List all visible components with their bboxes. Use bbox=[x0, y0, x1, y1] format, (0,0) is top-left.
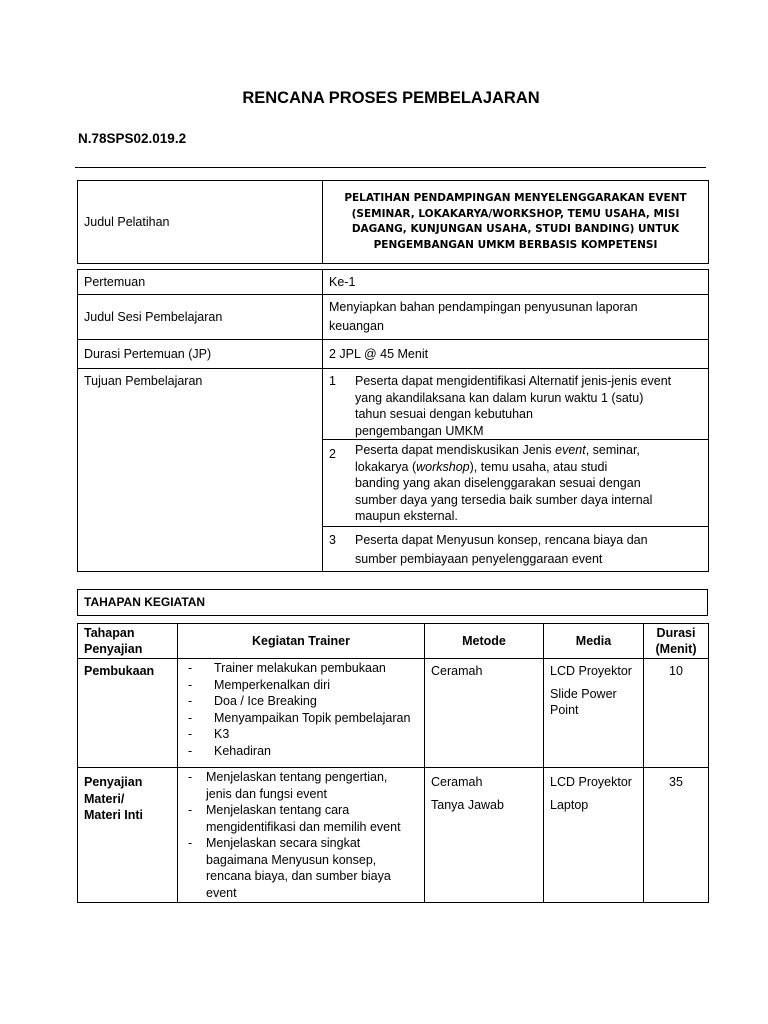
trainer-activities-cell bbox=[178, 659, 425, 768]
table-row bbox=[78, 659, 709, 768]
col-media-header: Media bbox=[544, 624, 644, 659]
objective-text bbox=[355, 373, 695, 439]
session-title-row bbox=[78, 295, 709, 340]
objective-line: sumber daya yang tersedia baik sumber daya internal bbox=[355, 492, 653, 507]
media-cell bbox=[544, 768, 644, 903]
list-item: - Menjelaskan tentang cara mengidentifikasi dan memilih event bbox=[184, 802, 418, 835]
meeting-label: Pertemuan bbox=[78, 270, 323, 295]
objective-item bbox=[323, 440, 709, 527]
objective-line: yang akandilaksana kan dalam kurun waktu 1 (satu) bbox=[355, 390, 644, 405]
media-item: Slide Power Point bbox=[550, 686, 617, 717]
stage-cell bbox=[78, 659, 178, 768]
objective-line: banding yang akan diselenggarakan sesuai dengan bbox=[355, 476, 641, 490]
list-item: - Kehadiran bbox=[184, 743, 418, 760]
objective-text bbox=[355, 442, 695, 525]
objectives-label: Tujuan Pembelajaran bbox=[78, 369, 323, 572]
session-table bbox=[77, 269, 709, 572]
stages-heading-table bbox=[77, 589, 708, 616]
objective-line bbox=[355, 459, 695, 476]
method-item: Ceramah bbox=[431, 664, 483, 678]
duration-row bbox=[78, 340, 709, 369]
training-value-line: DAGANG, KUNJUNGAN USAHA, STUDI BANDING) UNTUK bbox=[351, 223, 680, 235]
objective-text-part: , seminar, bbox=[585, 443, 640, 457]
media-item: LCD Proyektor bbox=[550, 664, 632, 678]
stages-heading: TAHAPAN KEGIATAN bbox=[78, 590, 708, 616]
objective-text-part: lokakarya ( bbox=[355, 459, 417, 474]
training-label: Judul Pelatihan bbox=[78, 181, 323, 264]
media-cell bbox=[544, 659, 644, 768]
stage-line: Penyajian bbox=[84, 775, 143, 789]
training-value-line: PELATIHAN PENDAMPINGAN MENYELENGGARAKAN EVENT bbox=[344, 192, 687, 204]
list-item: - Menjelaskan secara singkat bagaimana Menyusun konsep, rencana biaya, dan sumber biaya event bbox=[184, 835, 418, 901]
activities-table bbox=[77, 623, 709, 903]
objective-item bbox=[323, 369, 709, 440]
media-item: LCD Proyektor bbox=[550, 775, 632, 789]
list-item: - K3 bbox=[184, 726, 418, 743]
objective-number: 3 bbox=[329, 533, 336, 547]
objective-line: pengembangan UMKM bbox=[355, 423, 484, 438]
method-item: Ceramah bbox=[431, 775, 483, 789]
header-line: Tahapan bbox=[84, 626, 135, 640]
stage-line: Materi/ bbox=[84, 791, 125, 806]
objective-line: tahun sesuai dengan kebutuhan bbox=[355, 407, 533, 421]
activities-header-row bbox=[78, 624, 709, 659]
session-title-line: keuangan bbox=[329, 319, 384, 333]
objective-number: 2 bbox=[329, 447, 336, 461]
header-line: (Menit) bbox=[655, 642, 697, 656]
objective-text bbox=[355, 531, 695, 569]
page-title: RENCANA PROSES PEMBELAJARAN bbox=[242, 89, 540, 107]
col-stage-header bbox=[78, 624, 178, 659]
method-cell bbox=[425, 768, 544, 903]
col-duration-header bbox=[644, 624, 709, 659]
training-table bbox=[77, 180, 709, 264]
trainer-activities-cell bbox=[178, 768, 425, 903]
col-trainer-header: Kegiatan Trainer bbox=[178, 624, 425, 659]
objective-line bbox=[355, 442, 695, 459]
training-value-line: PENGEMBANGAN UMKM BERBASIS KOMPETENSI bbox=[373, 238, 658, 251]
objective-line: sumber pembiayaan penyelenggaraan event bbox=[355, 552, 603, 566]
activity-list bbox=[184, 660, 418, 759]
media-item: Laptop bbox=[550, 797, 589, 812]
training-value-line: (SEMINAR, LOKAKARYA/WORKSHOP, TEMU USAHA, MISI bbox=[351, 207, 680, 220]
objective-text-part: ), temu usaha, atau studi bbox=[469, 459, 608, 474]
col-method-header: Metode bbox=[425, 624, 544, 659]
meeting-row bbox=[78, 270, 709, 295]
duration-cell: 35 bbox=[644, 768, 709, 903]
stage-line: Materi Inti bbox=[84, 808, 144, 822]
duration-label: Durasi Pertemuan (JP) bbox=[78, 340, 323, 369]
training-value bbox=[323, 181, 709, 264]
objective-text-italic: event bbox=[555, 443, 586, 457]
unit-code: N.78SPS02.019.2 bbox=[78, 131, 187, 146]
session-title-value bbox=[323, 295, 709, 340]
header-line: Penyajian bbox=[84, 642, 143, 656]
list-item: - Menyampaikan Topik pembelajaran bbox=[184, 710, 418, 727]
objective-text-italic: workshop bbox=[416, 459, 470, 474]
header-line: Durasi bbox=[656, 626, 696, 640]
duration-cell: 10 bbox=[644, 659, 709, 768]
stage-cell bbox=[78, 768, 178, 903]
activity-list bbox=[184, 769, 418, 901]
objective-line: maupun eksternal. bbox=[355, 509, 458, 523]
objective-line: Peserta dapat mengidentifikasi Alternatif jenis-jenis event bbox=[355, 374, 672, 388]
list-item: - Menjelaskan tentang pengertian, jenis dan fungsi event bbox=[184, 769, 418, 802]
objective-number: 1 bbox=[329, 374, 336, 388]
objective-line: Peserta dapat Menyusun konsep, rencana biaya dan bbox=[355, 533, 648, 547]
list-item: - Doa / Ice Breaking bbox=[184, 693, 418, 710]
table-row bbox=[78, 768, 709, 903]
stage-line: Pembukaan bbox=[84, 664, 155, 678]
list-item: - Memperkenalkan diri bbox=[184, 677, 418, 694]
session-title-label: Judul Sesi Pembelajaran bbox=[78, 295, 323, 340]
list-item: - Trainer melakukan pembukaan bbox=[184, 660, 418, 677]
duration-value: 2 JPL @ 45 Menit bbox=[323, 340, 709, 369]
session-title-line: Menyiapkan bahan pendampingan penyusunan laporan bbox=[329, 300, 638, 314]
objective-row-1 bbox=[78, 369, 709, 440]
objective-text-part: Peserta dapat mendiskusikan Jenis bbox=[355, 443, 556, 457]
method-item: Tanya Jawab bbox=[431, 797, 504, 812]
method-cell bbox=[425, 659, 544, 768]
objective-item bbox=[323, 527, 709, 572]
meeting-value: Ke-1 bbox=[323, 270, 709, 295]
header-divider bbox=[75, 167, 706, 168]
